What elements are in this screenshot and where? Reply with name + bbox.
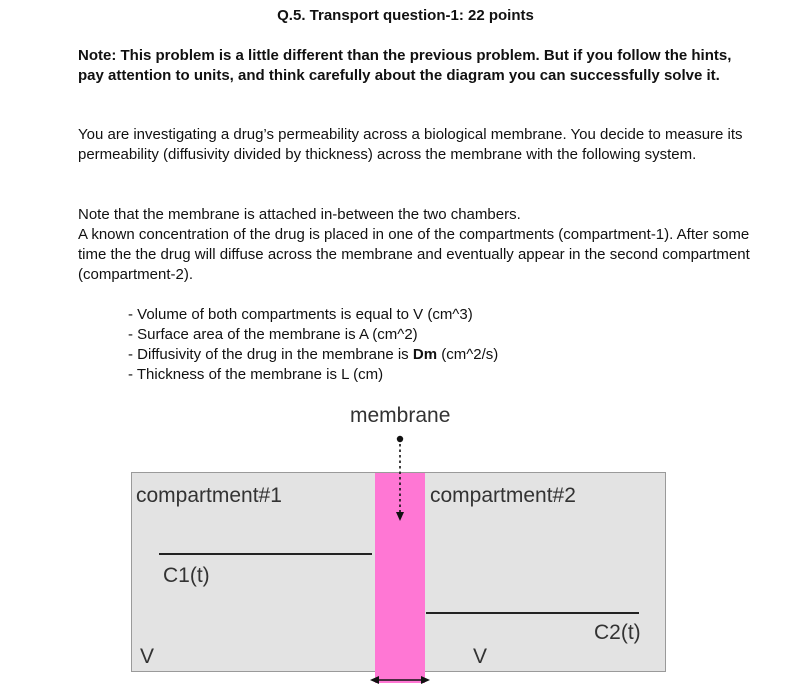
param-thickness: - Thickness of the membrane is L (cm) — [128, 366, 384, 383]
system-line: A known concentration of the drug is placed in one of the compartments (compartment-1). After some time the the drug will diffuse across the membrane and eventually appear in the second compartment (compartment-2). — [78, 226, 750, 283]
compartment2-label: compartment#2 — [430, 484, 576, 507]
compartment1-label: compartment#1 — [136, 484, 282, 507]
param-diffusivity-symbol: Dm — [412, 346, 438, 363]
note-paragraph: Note: This problem is a little different than the previous problem. But if you follow the hints, pay attention to units, and think carefully about the diagram you can successfully solve it. — [78, 47, 732, 84]
pointer-arrowhead — [396, 512, 404, 521]
system-line: Note that the membrane is attached in-between the two chambers. — [78, 206, 521, 223]
thickness-arrow-left — [370, 676, 379, 684]
intro-paragraph: You are investigating a drug’s permeability across a biological membrane. You decide to measure its permeability (diffusivity divided by thickness) across the membrane with the following system. — [78, 126, 743, 163]
param-volume: - Volume of both compartments is equal to V (cm^3) — [128, 306, 473, 323]
thickness-arrow-right — [421, 676, 430, 684]
c2-label: C2(t) — [594, 621, 641, 644]
param-diffusivity-suffix: (cm^2/s) — [437, 346, 499, 363]
question-title: Q.5. Transport question-1: 22 points — [277, 7, 534, 24]
membrane-label: membrane — [350, 404, 451, 427]
v2-label: V — [473, 645, 488, 668]
pointer-dot — [397, 436, 403, 442]
param-area: - Surface area of the membrane is A (cm^2) — [128, 326, 418, 343]
c1-label: C1(t) — [163, 564, 210, 587]
v1-label: V — [140, 645, 155, 668]
param-diffusivity-prefix: - Diffusivity of the drug in the membrane is — [128, 346, 413, 363]
